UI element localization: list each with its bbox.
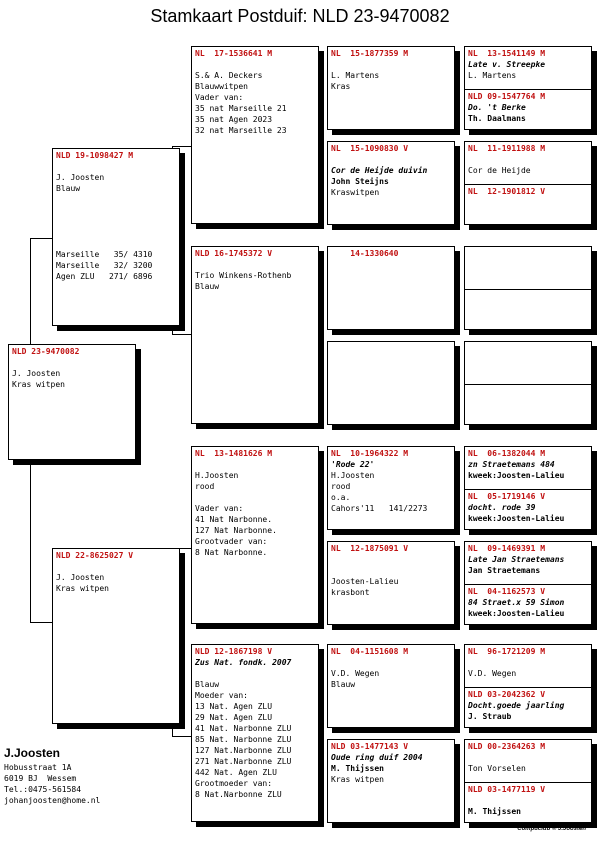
card-text-line: Moeder van:	[195, 691, 248, 700]
pigeon-card-paternal-grandmother	[191, 246, 319, 424]
card-text-line: 84 Straet.x 59 Simon	[468, 598, 565, 607]
ring-number: NL 11-1911988 M	[468, 144, 546, 153]
ring-number: NL 05-1719146 V	[468, 492, 546, 501]
pigeon-card-gggp-pair	[464, 541, 592, 625]
page-title: Stamkaart Postduif: NLD 23-9470082	[150, 6, 450, 26]
card-text-line: Blauw	[195, 680, 220, 689]
ring-number: NL 09-1469391 M	[468, 544, 546, 553]
pigeon-card-gggp	[465, 142, 591, 184]
card-text-line: Blauwwitpen	[195, 82, 248, 91]
ring-number: NL 15-1090830 V	[331, 144, 409, 153]
card-text-line	[12, 357, 132, 368]
ring-number: NLD 23-9470082	[12, 347, 80, 356]
card-text-line	[331, 59, 451, 70]
ring-number: NL 04-1151608 M	[331, 647, 409, 656]
card-text-line: kweek:Joosten-Lalieu	[468, 471, 565, 480]
card-text-line	[468, 657, 588, 668]
pigeon-card-ggp	[327, 739, 455, 823]
card-text-line: J. Joosten	[12, 369, 61, 378]
card-text-line	[331, 154, 451, 165]
ring-number: NL 15-1877359 M	[331, 49, 409, 58]
card-text-line	[56, 238, 176, 249]
card-text-line: Docht.goede jaarling	[468, 701, 565, 710]
pigeon-card-ggp	[327, 141, 455, 225]
card-text-line	[195, 492, 315, 503]
pigeon-card-self	[8, 344, 136, 460]
card-text-line	[56, 561, 176, 572]
card-text-line: Kras witpen	[331, 775, 384, 784]
pigeon-card-gggp	[465, 584, 591, 625]
card-text-line: Late v. Streepke	[468, 60, 546, 69]
card-text-line: 8 Nat.Narbonne ZLU	[195, 790, 282, 799]
card-text-line: Ton Vorselen	[468, 764, 526, 773]
card-text-line: 13 Nat. Agen ZLU	[195, 702, 273, 711]
ring-number: NLD 03-1477119 V	[468, 785, 546, 794]
card-text-line: Joosten-Lalieu	[331, 577, 399, 586]
pigeon-card-gggp	[465, 184, 591, 225]
card-text-line: 35 nat Agen 2023	[195, 115, 273, 124]
footer-credit: Compuclub © J.Joosten	[517, 826, 586, 832]
card-text-line: 8 Nat Narbonne.	[195, 548, 268, 557]
card-text-line	[56, 194, 176, 205]
ring-number: NLD 03-1477143 V	[331, 742, 409, 751]
pigeon-card-gggp-pair	[464, 644, 592, 728]
ring-number: NL 04-1162573 V	[468, 587, 546, 596]
pigeon-card-gggp	[465, 247, 591, 289]
pigeon-card-ggp	[327, 644, 455, 728]
pigeon-card-ggp	[327, 541, 455, 625]
pigeon-card-gggp	[465, 687, 591, 728]
owner-address-line: Hobusstraat 1A	[4, 763, 72, 772]
card-text-line	[468, 154, 588, 165]
owner-phone: Tel.:0475-561584	[4, 785, 82, 794]
card-text-line: S.& A. Deckers	[195, 71, 263, 80]
card-text-line: Cor de Heijde	[468, 166, 531, 175]
ring-number: NLD 19-1098427 M	[56, 151, 134, 160]
card-text-line: 41 Nat. Narbonne ZLU	[195, 724, 292, 733]
card-text-line: V.D. Wegen	[468, 669, 517, 678]
pigeon-card-ggp	[327, 446, 455, 530]
card-text-line: J. Joosten	[56, 573, 105, 582]
card-text-line: Kraswitpen	[331, 188, 380, 197]
ring-number: NL 10-1964322 M	[331, 449, 409, 458]
pigeon-card-father	[52, 148, 180, 326]
ring-number: NL 13-1541149 M	[468, 49, 546, 58]
card-text-line	[195, 459, 315, 470]
ring-number: 14-1330640	[331, 249, 399, 258]
card-text-line	[331, 554, 451, 565]
card-text-line: Th. Daalmans	[468, 114, 526, 123]
card-text-line: Late Jan Straetemans	[468, 555, 565, 564]
pigeon-card-gggp	[465, 645, 591, 687]
card-text-line: kweek:Joosten-Lalieu	[468, 514, 565, 523]
ring-number: NL 12-1901812 V	[468, 187, 546, 196]
card-text-line: Cahors'11 141/2273	[331, 504, 428, 513]
card-text-line: o.a.	[331, 493, 351, 502]
card-text-line: 35 nat Marseille 21	[195, 104, 287, 113]
card-text-line: 127 Nat Narbonne.	[195, 526, 277, 535]
pigeon-card-gggp	[465, 782, 591, 823]
card-text-line	[56, 161, 176, 172]
card-text-line: L. Martens	[331, 71, 380, 80]
card-text-line	[331, 657, 451, 668]
pigeon-card-gggp-pair	[464, 739, 592, 823]
ring-number: NL 13-1481626 M	[195, 449, 273, 458]
pigeon-card-ggp	[327, 246, 455, 330]
pigeon-card-gggp-pair	[464, 446, 592, 530]
card-text-line	[195, 59, 315, 70]
card-text-line	[56, 205, 176, 216]
owner-email: johanjoosten@home.nl	[4, 796, 101, 805]
card-text-line: 'Rode 22'	[331, 460, 375, 469]
card-text-line	[195, 668, 315, 679]
card-text-line: rood	[331, 482, 351, 491]
card-text-line: Kras witpen	[12, 380, 65, 389]
ring-number: NLD 09-1547764 M	[468, 92, 546, 101]
card-text-line	[195, 259, 315, 270]
card-text-line: J. Straub	[468, 712, 512, 721]
card-text-line: Agen ZLU 271/ 6896	[56, 272, 153, 281]
ring-number: NLD 00-2364263 M	[468, 742, 546, 751]
ring-number: NL 96-1721209 M	[468, 647, 546, 656]
ring-number: NL 17-1536641 M	[195, 49, 273, 58]
card-text-line: krasbont	[331, 588, 370, 597]
pigeon-card-gggp-pair	[464, 46, 592, 130]
card-text-line: J. Joosten	[56, 173, 105, 182]
pigeon-card-gggp-pair	[464, 341, 592, 425]
card-text-line: M. Thijssen	[331, 764, 384, 773]
card-text-line: Kras	[331, 82, 351, 91]
card-text-line: John Steijns	[331, 177, 389, 186]
pigeon-card-gggp-pair	[464, 141, 592, 225]
pigeon-card-gggp	[465, 342, 591, 384]
owner-name: J.Joosten	[4, 746, 61, 760]
card-text-line: 85 Nat. Narbonne ZLU	[195, 735, 292, 744]
ring-number: NLD 22-8625027 V	[56, 551, 134, 560]
card-text-line: 41 Nat Narbonne.	[195, 515, 273, 524]
card-text-line: docht. rode 39	[468, 503, 536, 512]
pigeon-card-maternal-grandfather	[191, 446, 319, 624]
pigeon-card-gggp	[465, 47, 591, 89]
card-text-line: Zus Nat. fondk. 2007	[195, 658, 292, 667]
card-text-line: Cor de Heijde duivin	[331, 166, 428, 175]
card-text-line: Do. 't Berke	[468, 103, 526, 112]
card-text-line: 271 Nat.Narbonne ZLU	[195, 757, 292, 766]
card-text-line: H.Joosten	[195, 471, 239, 480]
ring-number: NLD 16-1745372 V	[195, 249, 273, 258]
card-text-line: zn Straetemans 484	[468, 460, 555, 469]
card-text-line: kweek:Joosten-Lalieu	[468, 609, 565, 618]
pigeon-card-gggp	[465, 89, 591, 130]
card-text-line: Grootvader van:	[195, 537, 268, 546]
ring-number: NL 06-1382044 M	[468, 449, 546, 458]
card-text-line: 29 Nat. Agen ZLU	[195, 713, 273, 722]
pigeon-card-paternal-grandfather	[191, 46, 319, 224]
card-text-line	[56, 216, 176, 227]
ring-number: NLD 03-2042362 V	[468, 690, 546, 699]
card-text-line: Grootmoeder van:	[195, 779, 273, 788]
card-text-line: Oude ring duif 2004	[331, 753, 423, 762]
owner-address-line: 6019 BJ Wessem	[4, 774, 77, 783]
pigeon-card-ggp	[327, 341, 455, 425]
pigeon-card-ggp	[327, 46, 455, 130]
pigeon-card-gggp	[465, 740, 591, 782]
card-text-line: Marseille 32/ 3200	[56, 261, 153, 270]
card-text-line	[331, 565, 451, 576]
card-text-line: Blauw	[331, 680, 356, 689]
ring-number: NLD 12-1867198 V	[195, 647, 273, 656]
pigeon-card-gggp	[465, 542, 591, 584]
card-text-line: M. Thijssen	[468, 807, 521, 816]
card-text-line: Marseille 35/ 4310	[56, 250, 153, 259]
owner-info	[4, 744, 100, 806]
pigeon-card-gggp	[465, 447, 591, 489]
pigeon-card-mother	[52, 548, 180, 724]
card-text-line: Jan Straetemans	[468, 566, 541, 575]
ring-number: NL 12-1875091 V	[331, 544, 409, 553]
card-text-line	[56, 227, 176, 238]
card-text-line: L. Martens	[468, 71, 517, 80]
card-text-line	[468, 795, 588, 806]
card-text-line: V.D. Wegen	[331, 669, 380, 678]
card-text-line: Blauw	[56, 184, 81, 193]
card-text-line: Blauw	[195, 282, 220, 291]
card-text-line: Vader van:	[195, 93, 244, 102]
card-text-line: Kras witpen	[56, 584, 109, 593]
card-text-line	[468, 752, 588, 763]
card-text-line: H.Joosten	[331, 471, 375, 480]
card-text-line: rood	[195, 482, 215, 491]
pigeon-card-gggp	[465, 289, 591, 330]
card-text-line: 127 Nat.Narbonne ZLU	[195, 746, 292, 755]
pigeon-card-gggp	[465, 384, 591, 425]
card-text-line: Trio Winkens-Rothenb	[195, 271, 292, 280]
card-text-line: 442 Nat. Agen ZLU	[195, 768, 277, 777]
pigeon-card-gggp	[465, 489, 591, 530]
card-text-line: 32 nat Marseille 23	[195, 126, 287, 135]
pigeon-card-gggp-pair	[464, 246, 592, 330]
pigeon-card-maternal-grandmother	[191, 644, 319, 822]
card-text-line: Vader van:	[195, 504, 244, 513]
